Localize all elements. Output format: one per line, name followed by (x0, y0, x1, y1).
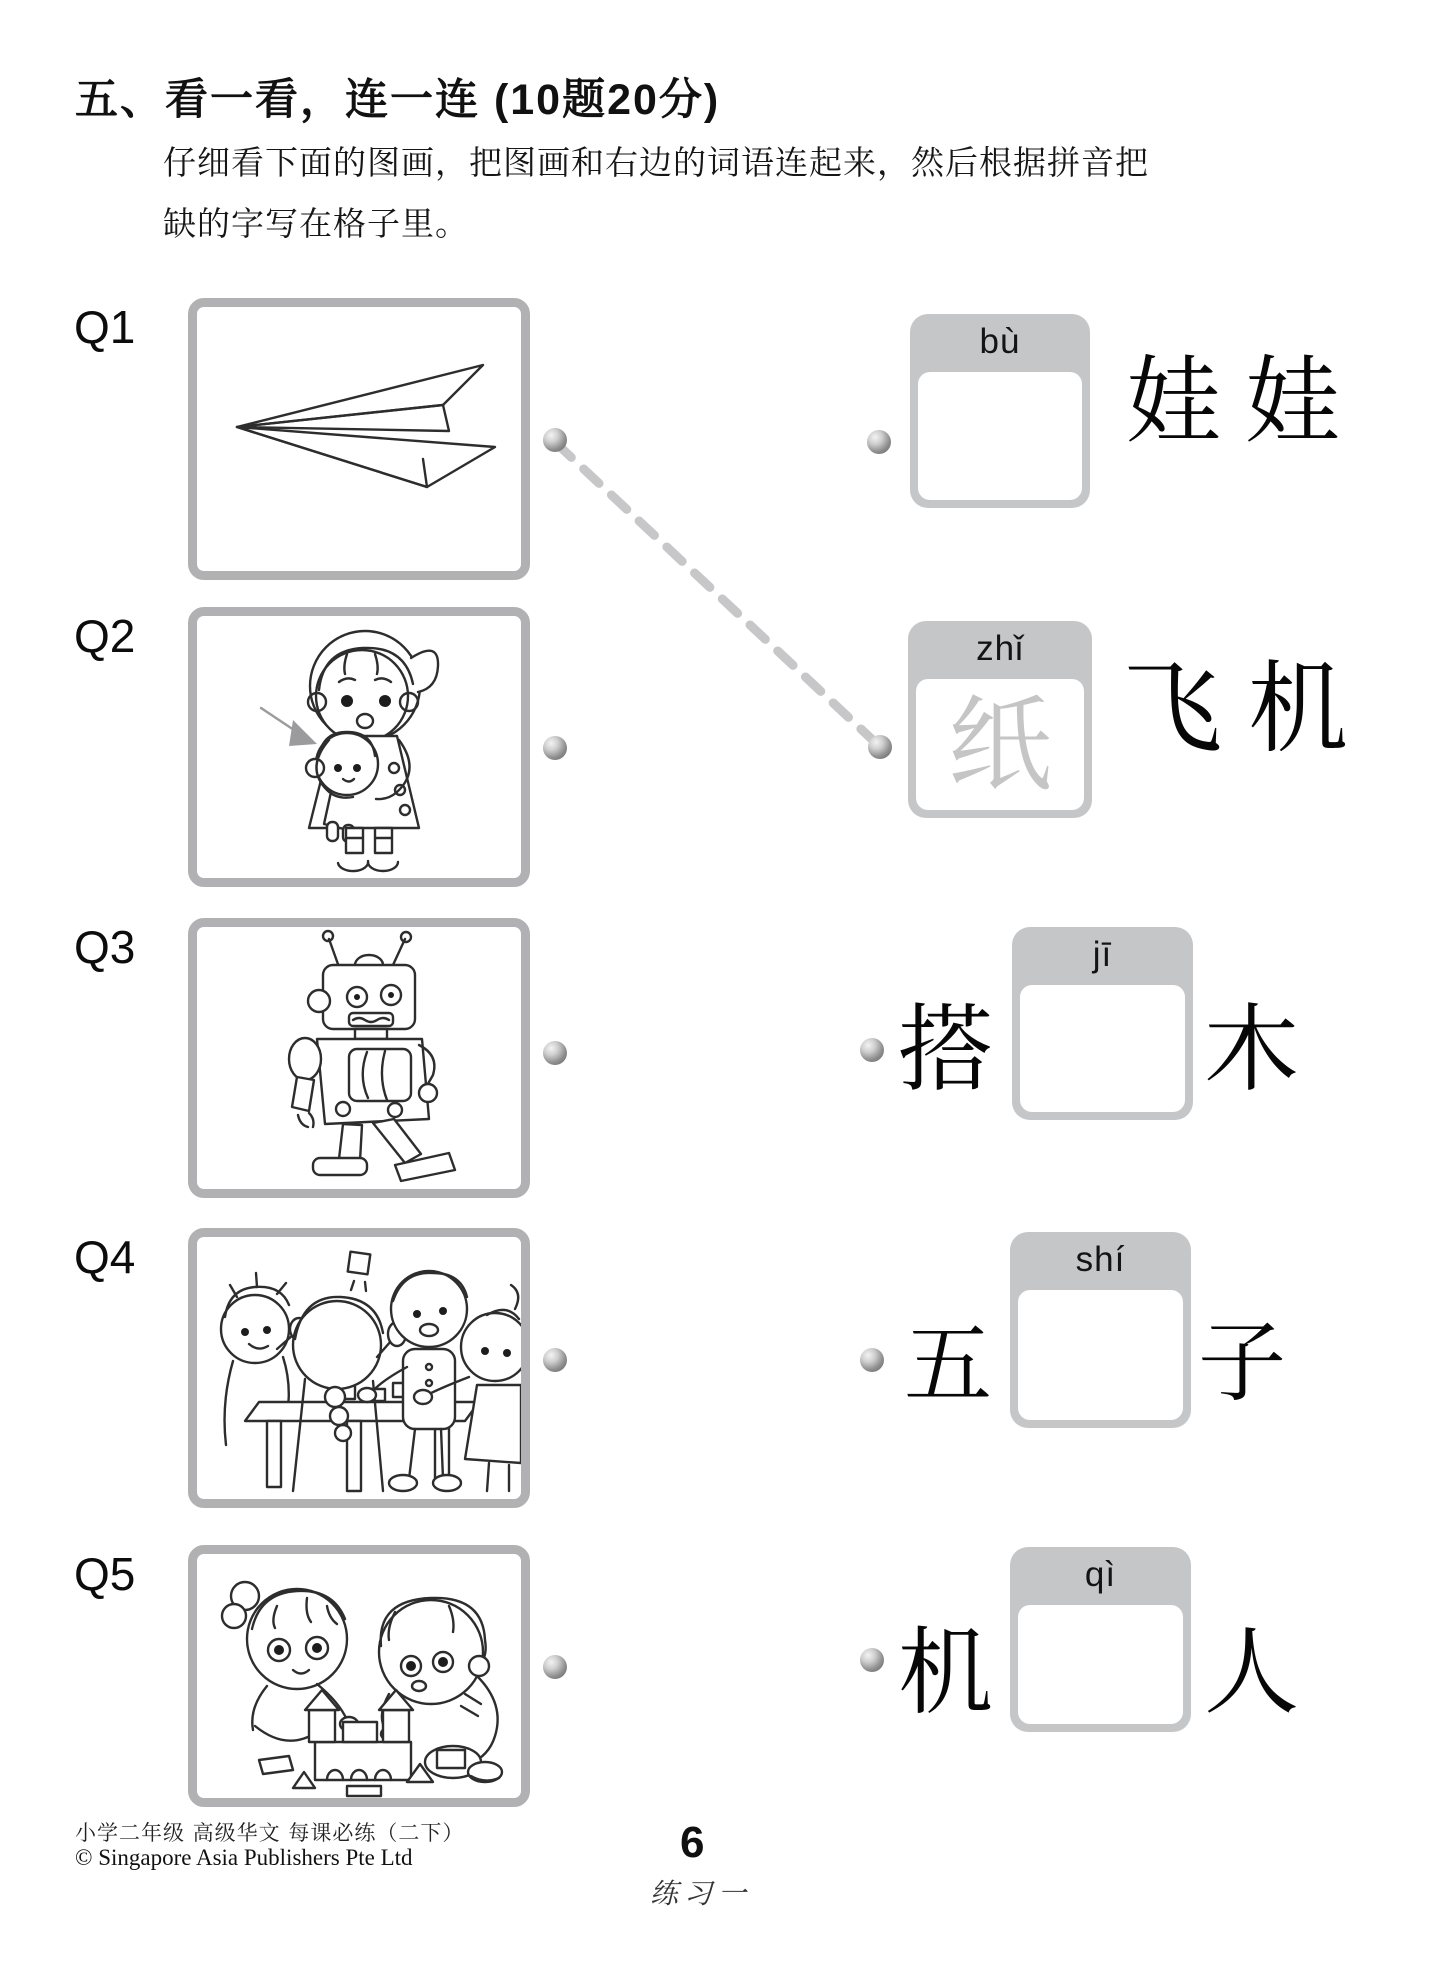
instructions-line-1: 仔细看下面的图画，把图画和右边的词语连起来，然后根据拼音把 (163, 144, 1149, 181)
q3-answer-connector-dot[interactable] (860, 1038, 884, 1062)
q2-answer-card (908, 621, 1092, 818)
instructions-line-2: 缺的字写在格子里。 (163, 205, 469, 242)
q1-picture-connector-dot[interactable] (543, 428, 567, 452)
q3-word-prefix: 搭 (898, 995, 994, 1105)
question-label: Q3 (74, 921, 136, 973)
picture-box-q3 (188, 918, 530, 1198)
q4-answer-connector-dot[interactable] (860, 1348, 884, 1372)
q2-answer-connector-dot[interactable] (868, 735, 892, 759)
question-row-q5 (0, 1545, 1445, 1850)
footer-book-title: 小学二年级 高级华文 每课必练（二下） (75, 1821, 465, 1845)
q2-pinyin-label: zhǐ (976, 629, 1024, 668)
q5-picture-connector-dot[interactable] (543, 1655, 567, 1679)
children-building-blocks-illustration (197, 1554, 521, 1798)
q4-picture-connector-dot[interactable] (543, 1348, 567, 1372)
q3-picture-connector-dot[interactable] (543, 1041, 567, 1065)
girl-hugging-doll-illustration (197, 616, 521, 878)
q4-answer-card (1010, 1232, 1191, 1428)
exercise-label: 练习一 (650, 1877, 753, 1910)
q4-word-suffix: 子 (1198, 1311, 1287, 1414)
q5-answer-connector-dot[interactable] (860, 1648, 884, 1672)
q3-write-box[interactable] (1020, 985, 1185, 1112)
q3-pinyin-label: jī (1092, 935, 1113, 974)
footer-copyright: © Singapore Asia Publishers Pte Ltd (75, 1845, 413, 1870)
children-playing-stones-illustration (197, 1237, 521, 1499)
section-title: 五、看一看，连一连 (10题20分) (75, 76, 721, 124)
question-row-q2 (0, 607, 1445, 912)
picture-box-q2 (188, 607, 530, 887)
q1-write-box[interactable] (918, 372, 1082, 500)
q5-answer-card (1010, 1547, 1191, 1732)
picture-box-q1 (188, 298, 530, 580)
question-label: Q4 (74, 1231, 136, 1283)
q2-write-box[interactable] (916, 679, 1084, 810)
page-number: 6 (680, 1818, 705, 1867)
q4-pinyin-label: shí (1075, 1240, 1126, 1279)
question-row-q1 (0, 298, 1445, 603)
q5-word-prefix: 机 (898, 1618, 994, 1728)
q1-answer-word: 娃娃 (1126, 347, 1365, 457)
q2-example-answer-char: 纸 (947, 683, 1052, 806)
q5-word-suffix: 人 (1204, 1618, 1300, 1728)
q4-word-prefix: 五 (904, 1313, 993, 1416)
question-row-q3 (0, 918, 1445, 1223)
q2-answer-word: 飞机 (1122, 650, 1374, 767)
q3-word-suffix: 木 (1204, 995, 1300, 1105)
q1-answer-card (910, 314, 1090, 508)
question-label: Q5 (74, 1548, 136, 1600)
question-label: Q2 (74, 610, 136, 662)
question-row-q4 (0, 1228, 1445, 1533)
picture-box-q5 (188, 1545, 530, 1807)
q4-write-box[interactable] (1018, 1290, 1183, 1420)
q1-answer-connector-dot[interactable] (867, 430, 891, 454)
q3-answer-card (1012, 927, 1193, 1120)
q2-picture-connector-dot[interactable] (543, 736, 567, 760)
q1-pinyin-label: bù (979, 322, 1021, 361)
q5-pinyin-label: qì (1084, 1555, 1117, 1594)
question-label: Q1 (74, 301, 136, 353)
paper-airplane-illustration (197, 307, 521, 571)
picture-box-q4 (188, 1228, 530, 1508)
toy-robot-illustration (197, 927, 521, 1189)
q5-write-box[interactable] (1018, 1605, 1183, 1724)
